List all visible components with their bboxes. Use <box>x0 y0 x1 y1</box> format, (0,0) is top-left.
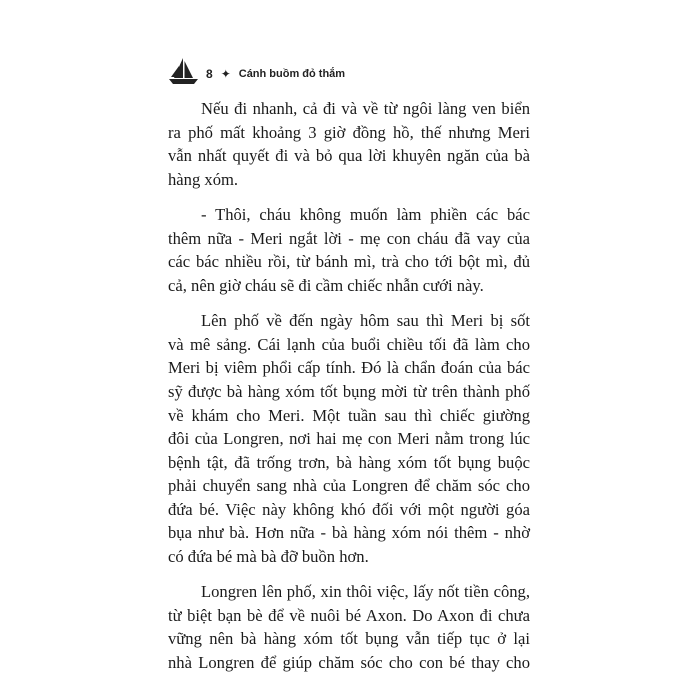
text-line: vững nên bà hàng xóm tốt bụng vẫn tiếp tục ở lại <box>168 629 530 649</box>
text-line: thêm nữa - Meri ngắt lời - mẹ con cháu đã vay của <box>168 228 530 248</box>
text-line: hàng xóm. <box>168 169 239 189</box>
running-header <box>168 54 345 88</box>
star-separator-icon: ✦ <box>220 67 231 81</box>
text-line: về khám cho Meri. Một tuần sau thì chiếc giường <box>168 405 530 425</box>
text-line: Meri bị viêm phổi cấp tính. Đó là chẩn đoán của bác <box>168 358 530 378</box>
text-line: đôi của Longren, nơi hai mẹ con Meri nằm trong lúc <box>168 429 530 449</box>
text-line: nhà Longren để giúp chăm sóc cho con bé thay cho <box>168 653 530 673</box>
text-line: cả, nên giờ cháu sẽ đi cầm chiếc nhẫn cưới này. <box>168 275 484 295</box>
book-title: Cánh buồm đỏ thắm <box>238 68 346 80</box>
paragraph <box>168 203 530 297</box>
paragraph <box>168 97 530 191</box>
text-line: ra phố mất khoảng 3 giờ đồng hồ, thế nhưng Meri <box>168 122 530 142</box>
text-line: các bác nhiều rồi, từ bánh mì, trà cho tới bột mì, đủ <box>168 252 530 272</box>
text-line: có đứa bé mà bà đỡ buồn hơn. <box>168 546 369 566</box>
text-line: Lên phố về đến ngày hôm sau thì Meri bị sốt <box>201 311 530 331</box>
sailboat-icon <box>168 56 200 86</box>
body-text <box>168 97 530 675</box>
text-line: bệnh tật, đã trống trơn, bà hàng xóm tốt bụng buộc <box>168 452 530 472</box>
text-line: phải chuyển sang nhà của Longren để chăm sóc cho <box>168 476 530 496</box>
text-line: Longren lên phố, xin thôi việc, lấy nốt tiền công, <box>201 582 530 602</box>
paragraph <box>168 309 530 568</box>
text-line: - Thôi, cháu không muốn làm phiền các bác <box>201 205 530 225</box>
text-line: bụa như bà. Hơn nữa - bà hàng xóm nói thêm - nhờ <box>168 523 530 543</box>
text-line: từ biệt bạn bè để về nuôi bé Axon. Do Axon đi chưa <box>168 605 530 625</box>
text-line: đứa bé. Việc này không khó đối với một người góa <box>168 499 530 519</box>
paragraph <box>168 580 530 674</box>
text-line: và mê sảng. Cái lạnh của buổi chiều tối đã làm cho <box>168 334 530 354</box>
text-line: Nếu đi nhanh, cả đi và về từ ngôi làng ven biển <box>201 99 530 118</box>
text-line: vẫn nhất quyết đi và bỏ qua lời khuyên ngăn của bà <box>168 146 530 166</box>
page-number: 8 <box>206 67 213 81</box>
text-line: sỹ được bà hàng xóm tốt bụng mời từ trên thành phố <box>168 382 530 402</box>
